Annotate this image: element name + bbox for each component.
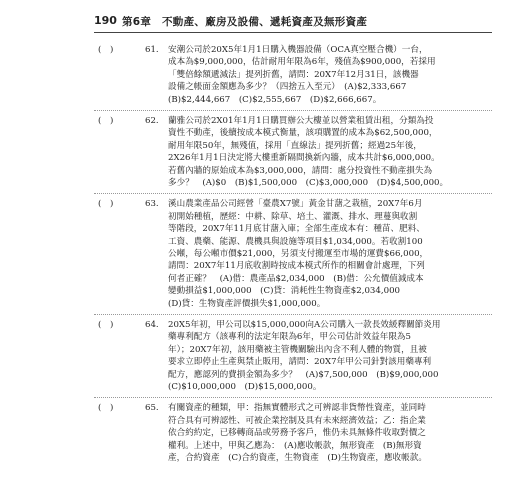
question-number: 61. — [145, 45, 159, 55]
page-number: 190 — [94, 14, 117, 27]
question-divider — [94, 397, 492, 398]
question-number: 63. — [145, 199, 159, 210]
question-line: 安潮公司於20X5年1月1日購入機器設備（OCA真空壓合機）一台， — [168, 45, 428, 55]
answer-bracket[interactable]: ( ) — [98, 320, 114, 330]
question-line: (D)貸：生物資產評價損失$1,000,000。 — [168, 298, 326, 309]
answer-bracket[interactable]: ( ) — [98, 45, 114, 55]
question-line: (B)$2,444,667 (C)$2,555,667 (D)$2,666,667。 — [168, 94, 382, 105]
question-line: 初開始種植，歷經：中耕、除草、培土、灌溉、排水、理蔓與收割 — [168, 211, 418, 222]
question-line: 蘭雅公司於2X01年1月1日購買辦公大樓並以營業租賃出租，分類為投 — [168, 116, 434, 126]
question-line: 2X26年1月1日決定將大樓重新隔間換新內牆，成本共計$6,000,000。 — [168, 153, 440, 164]
question-line: 耐用年限50年，無殘值，採用「直線法」提列折舊；經過25年後， — [168, 140, 422, 151]
question-line: 請問：20X7年11月底收割時按成本模式所作的相關會計處理，下列 — [168, 261, 425, 272]
question-line: 工資、農藥、能源、農機具與設施等項目$1,034,000。若收割100 — [168, 236, 423, 247]
question-line: 資性不動產，後續按成本模式衡量，該項購置的成本為$62,500,000， — [168, 128, 438, 139]
question-number: 64. — [145, 320, 159, 330]
question-divider — [94, 314, 492, 315]
question-line: 成本為$9,000,000，估計耐用年限為6年，殘值為$900,000，若採用 — [168, 57, 436, 68]
question-number: 62. — [145, 116, 159, 126]
question-line: 年）；20X7年初，該用藥被主管機關驗出內含不利人體的物質，且被 — [168, 344, 427, 355]
question-line: 符合具有可辨認性、可被企業控制及具有未來經濟效益；乙：指企業 — [168, 415, 426, 426]
question-line: 設備之帳面金額應為多少？（四捨五入至元） (A)$2,333,667 — [168, 82, 407, 93]
answer-bracket[interactable]: ( ) — [98, 403, 114, 414]
question-line: 配方，應認列的費損金額為多少？ (A)$7,500,000 (B)$9,000,000 — [168, 369, 439, 380]
answer-bracket[interactable]: ( ) — [98, 116, 114, 126]
question-line: 等階段，20X7年11月底甘藷入庫；全部生產成本有：種苗、肥料、 — [168, 224, 425, 235]
chapter-title: 第6章 不動產、廠房及設備、遞耗資產及無形資產 — [122, 16, 368, 28]
question-line: 公噸，每公噸市價$21,000，另須支付搬運至市場的運費$66,000， — [168, 248, 429, 259]
question-line: 若舊內牆的原始成本為$3,000,000，請問：處分投資性不動產損失為 — [168, 165, 433, 176]
question-line: 變動損益$1,000,000 (C)貸：消耗性生物資產$2,034,000 — [168, 286, 401, 297]
header-rule — [94, 32, 492, 33]
answer-bracket[interactable]: ( ) — [98, 199, 114, 210]
question-line: 有關資產的種類，甲：指無實體形式之可辨認非貨幣性資產，並同時 — [168, 403, 426, 414]
question-line: 權利。上述中，甲與乙應為： (A)應收帳款，無形資產 (B)無形資 — [168, 440, 422, 451]
question-line: 依合約約定，已移轉商品或勞務予客戶，惟仍未具無條件收取對價之 — [168, 428, 426, 439]
question-line: 產，合約資產 (C)合約資產，生物資產 (D)生物資產，應收帳款。 — [168, 452, 427, 463]
question-line: 溪山農業產品公司經營「臺農X7號」黃金甘藷之栽植，20X7年6月 — [168, 199, 423, 210]
question-divider — [94, 193, 492, 194]
question-line: (C)$10,000,000 (D)$15,000,000。 — [168, 382, 322, 392]
question-line: 多少？ (A)$0 (B)$1,500,000 (C)$3,000,000 (D)$4,500,000。 — [168, 178, 449, 188]
question-line: 「雙倍餘額遞減法」提列折舊，請問：20X7年12月31日，該機器 — [168, 69, 419, 80]
question-line: 何者正確？ (A)借：農產品$2,034,000 (B)借：公允價值減成本 — [168, 273, 424, 284]
question-line: 20X5年初，甲公司以$15,000,000向A公司購入一款長效緩釋關節炎用 — [168, 320, 441, 330]
question-line: 藥專利配方（該專利的法定年限為6年，甲公司估計效益年限為5 — [168, 332, 411, 343]
question-line: 要求立即停止生產與禁止販用，請問：20X7年甲公司針對該用藥專利 — [168, 357, 432, 368]
question-divider — [94, 110, 492, 111]
page-header — [94, 8, 494, 38]
question-number: 65. — [145, 403, 159, 414]
